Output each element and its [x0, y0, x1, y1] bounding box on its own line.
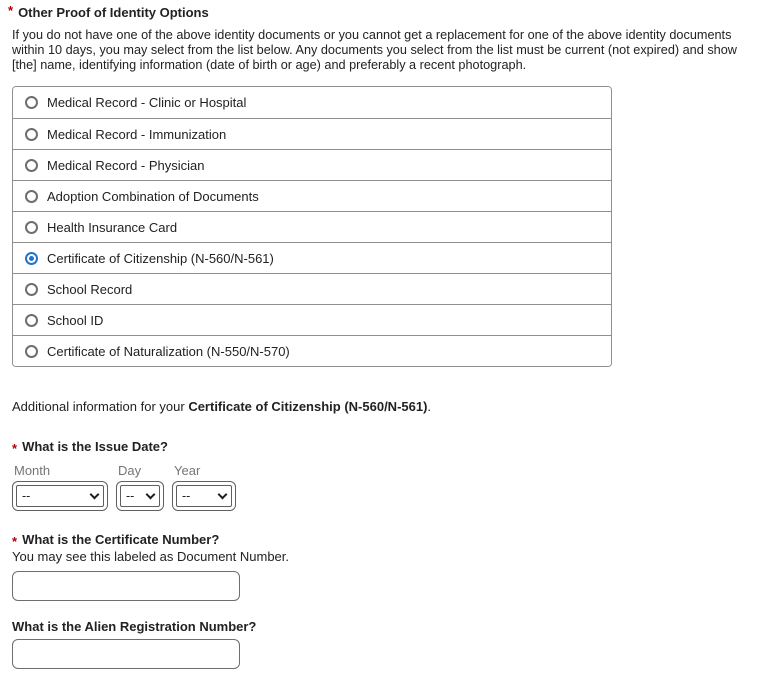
- radio-icon[interactable]: [25, 128, 38, 141]
- intro-paragraph: If you do not have one of the above identity documents or you cannot get a replacement for one of the above identity documents within 10 days, you may select from the list below. Any documents you select from the list must be current (not expired) and show [the] name, identifying information (date of birth or age) and preferably a recent photograph.: [12, 28, 737, 72]
- month-select-inner: [16, 485, 104, 507]
- option-label: Medical Record - Immunization: [47, 126, 227, 142]
- alien-registration-number-input[interactable]: [12, 639, 240, 669]
- identity-options-list: [12, 86, 612, 367]
- radio-icon[interactable]: [25, 314, 38, 327]
- required-asterisk: *: [12, 534, 18, 549]
- option-label: Adoption Combination of Documents: [47, 188, 259, 204]
- option-row[interactable]: [13, 87, 611, 118]
- month-select-value: --: [22, 489, 31, 503]
- additional-info-suffix: .: [427, 399, 432, 414]
- day-select-value: --: [126, 489, 135, 503]
- year-select-inner: [176, 485, 232, 507]
- radio-icon[interactable]: [25, 190, 38, 203]
- option-row[interactable]: [13, 149, 611, 180]
- required-asterisk: *: [12, 441, 18, 456]
- issue-date-question-text: What is the Issue Date?: [22, 439, 168, 454]
- selected-document-name: Certificate of Citizenship (N-560/N-561): [188, 399, 428, 414]
- option-row[interactable]: [13, 180, 611, 211]
- option-row[interactable]: [13, 273, 611, 304]
- certificate-number-input[interactable]: [12, 571, 240, 601]
- option-row[interactable]: [13, 335, 611, 366]
- additional-info-line: [12, 399, 749, 414]
- option-label: Medical Record - Physician: [47, 157, 205, 173]
- year-label: Year: [174, 463, 201, 478]
- section-title-text: Other Proof of Identity Options: [18, 5, 209, 20]
- certificate-number-question-text: What is the Certificate Number?: [22, 532, 220, 547]
- option-label: Medical Record - Clinic or Hospital: [47, 95, 247, 110]
- option-row[interactable]: [13, 242, 611, 273]
- option-label: Certificate of Naturalization (N-550/N-570): [47, 343, 290, 359]
- year-select-value: --: [182, 489, 191, 503]
- month-label: Month: [14, 463, 51, 478]
- certificate-number-hint: You may see this labeled as Document Number.: [12, 549, 290, 564]
- issue-date-question: [12, 439, 749, 454]
- radio-icon[interactable]: [25, 221, 38, 234]
- option-label: Health Insurance Card: [47, 219, 178, 235]
- year-select[interactable]: [172, 481, 236, 511]
- date-selects-row: [12, 481, 749, 511]
- option-label: Certificate of Citizenship (N-560/N-561): [47, 250, 274, 266]
- option-row[interactable]: [13, 118, 611, 149]
- radio-icon[interactable]: [25, 283, 38, 296]
- required-asterisk: *: [8, 3, 14, 18]
- month-select[interactable]: [12, 481, 108, 511]
- day-select-inner: [120, 485, 160, 507]
- day-select[interactable]: [116, 481, 164, 511]
- additional-info-prefix: Additional information for your: [12, 399, 189, 414]
- option-label: School Record: [47, 281, 133, 297]
- day-label: Day: [118, 463, 142, 478]
- option-row[interactable]: [13, 304, 611, 335]
- date-field-labels: [12, 463, 749, 478]
- option-row[interactable]: [13, 211, 611, 242]
- option-label: School ID: [47, 312, 104, 328]
- chevron-down-icon: [146, 489, 156, 499]
- radio-icon[interactable]: [25, 159, 38, 172]
- alien-number-question: What is the Alien Registration Number?: [12, 619, 257, 634]
- certificate-number-question: [12, 532, 749, 547]
- radio-icon[interactable]: [25, 345, 38, 358]
- chevron-down-icon: [90, 489, 100, 499]
- chevron-down-icon: [218, 489, 228, 499]
- section-title: [8, 5, 749, 20]
- radio-icon[interactable]: [25, 96, 38, 109]
- radio-selected-icon[interactable]: [25, 252, 38, 265]
